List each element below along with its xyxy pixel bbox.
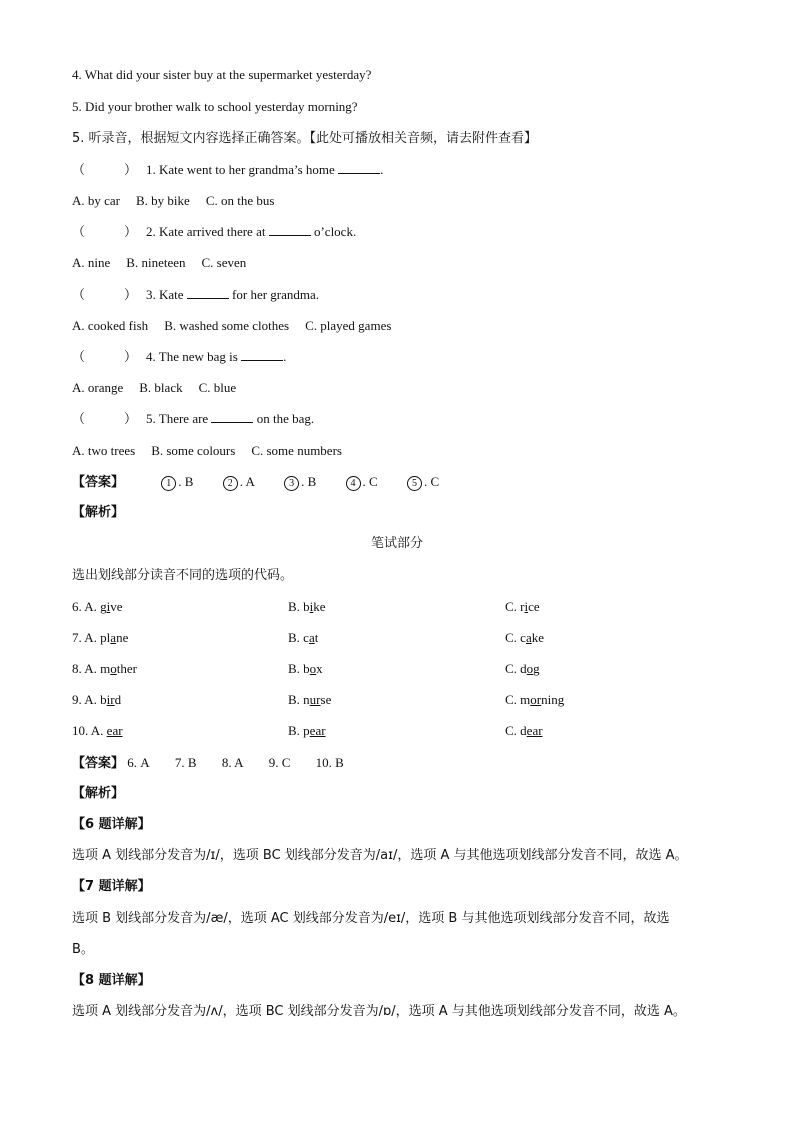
option: C. played games: [305, 318, 392, 333]
option: B. nineteen: [126, 255, 186, 270]
listening-options-4: [72, 379, 754, 397]
blank: [211, 410, 253, 423]
listening-stem-3: （ ） 3. Kate for her grandma.: [72, 287, 320, 303]
phonics-option-a: 7. A. plane: [72, 630, 129, 645]
phonics-option-b: B. pear: [288, 723, 326, 738]
blank: [269, 223, 311, 236]
answer-item: 1 . B: [161, 473, 193, 491]
blank: [338, 161, 380, 174]
detail-title-8: 【8 题详解】: [72, 973, 151, 988]
phonics-option-b: B. nurse: [288, 692, 332, 707]
answer-item: 5 . C: [407, 473, 439, 491]
answer-item: 4 . C: [346, 473, 378, 491]
question-5: 5. Did your brother walk to school yesterday morning?: [72, 99, 358, 114]
listening-options-3: [72, 317, 754, 335]
answer-item: 2 . A: [223, 473, 255, 491]
option: B. black: [139, 380, 183, 395]
listening-options-2: [72, 254, 754, 272]
phonics-option-a: 8. A. mother: [72, 661, 138, 676]
answer-item: 7. B: [174, 755, 197, 770]
listening-stem-1: （ ） 1. Kate went to her grandma’s home .: [72, 162, 384, 178]
circled-number: 1: [161, 476, 176, 491]
option: B. some colours: [151, 443, 236, 458]
option: A. two trees: [72, 443, 136, 458]
detail-title-6: 【6 题详解】: [72, 817, 151, 832]
answer-paren: （ ）: [72, 288, 138, 303]
phonics-option-c: C. dog: [505, 661, 540, 676]
analysis-label: 【解析】: [72, 786, 125, 801]
phonics-option-a: 9. A. bird: [72, 692, 122, 707]
listening-options-1: [72, 192, 754, 210]
option: C. some numbers: [251, 443, 342, 458]
listening-stem-5: （ ） 5. There are on the bag.: [72, 411, 315, 427]
option: B. washed some clothes: [164, 318, 290, 333]
blank: [241, 348, 283, 361]
listening-heading: 5. 听录音，根据短文内容选择正确答案。【此处可播放相关音频，请去附件查看】: [72, 131, 538, 146]
detail-text-7: 选项 B 划线部分发音为/æ/，选项 AC 划线部分发音为/eɪ/，选项 B 与其他选项划线部分发音不同，故选: [72, 911, 670, 926]
listening-options-5: [72, 442, 754, 460]
phonics-option-b: B. box: [288, 661, 323, 676]
option: C. blue: [198, 380, 237, 395]
answer-item: 6. A: [127, 755, 150, 770]
detail-text-7-cont: B。: [72, 942, 94, 957]
blank: [187, 286, 229, 299]
option: A. orange: [72, 380, 124, 395]
answer-item: 10. B: [315, 755, 344, 770]
phonics-option-c: C. cake: [505, 630, 545, 645]
phonics-option-b: B. cat: [288, 630, 319, 645]
listening-stem-2: （ ） 2. Kate arrived there at o’clock.: [72, 224, 357, 240]
answer-paren: （ ）: [72, 412, 138, 427]
answer-paren: （ ）: [72, 163, 138, 178]
circled-number: 5: [407, 476, 422, 491]
phonics-option-a: 10. A. ear: [72, 723, 123, 738]
option: C. on the bus: [205, 193, 275, 208]
option: A. by car: [72, 193, 121, 208]
answer-item: 3 . B: [284, 473, 316, 491]
section-title: 笔试部分: [370, 536, 423, 551]
circled-number: 4: [346, 476, 361, 491]
option: B. by bike: [136, 193, 190, 208]
answer-paren: （ ）: [72, 350, 138, 365]
detail-title-7: 【7 题详解】: [72, 879, 151, 894]
listening-answers: [72, 473, 754, 492]
question-4: 4. What did your sister buy at the supermarket yesterday?: [72, 67, 372, 82]
phonics-answers: [72, 754, 754, 773]
phonics-option-c: C. morning: [505, 692, 565, 707]
circled-number: 2: [223, 476, 238, 491]
option: C. seven: [201, 255, 247, 270]
phonics-option-b: B. bike: [288, 599, 326, 614]
answer-item: 9. C: [268, 755, 291, 770]
answer-paren: （ ）: [72, 225, 138, 240]
answer-item: 8. A: [221, 755, 244, 770]
analysis-label: 【解析】: [72, 505, 125, 520]
detail-text-6: 选项 A 划线部分发音为/ɪ/，选项 BC 划线部分发音为/aɪ/，选项 A 与其他选项划线部分发音不同，故选 A。: [72, 848, 688, 863]
phonics-option-c: C. dear: [505, 723, 543, 738]
phonics-instruction: 选出划线部分读音不同的选项的代码。: [72, 568, 294, 583]
phonics-option-a: 6. A. give: [72, 599, 123, 614]
circled-number: 3: [284, 476, 299, 491]
phonics-option-c: C. rice: [505, 599, 540, 614]
option: A. nine: [72, 255, 111, 270]
option: A. cooked fish: [72, 318, 149, 333]
answer-label: 【答案】: [72, 475, 125, 490]
listening-stem-4: （ ） 4. The new bag is .: [72, 349, 287, 365]
answer-label: 【答案】: [72, 756, 125, 771]
detail-text-8: 选项 A 划线部分发音为/ʌ/，选项 BC 划线部分发音为/ɒ/，选项 A 与其他选项划线部分发音不同，故选 A。: [72, 1004, 686, 1019]
